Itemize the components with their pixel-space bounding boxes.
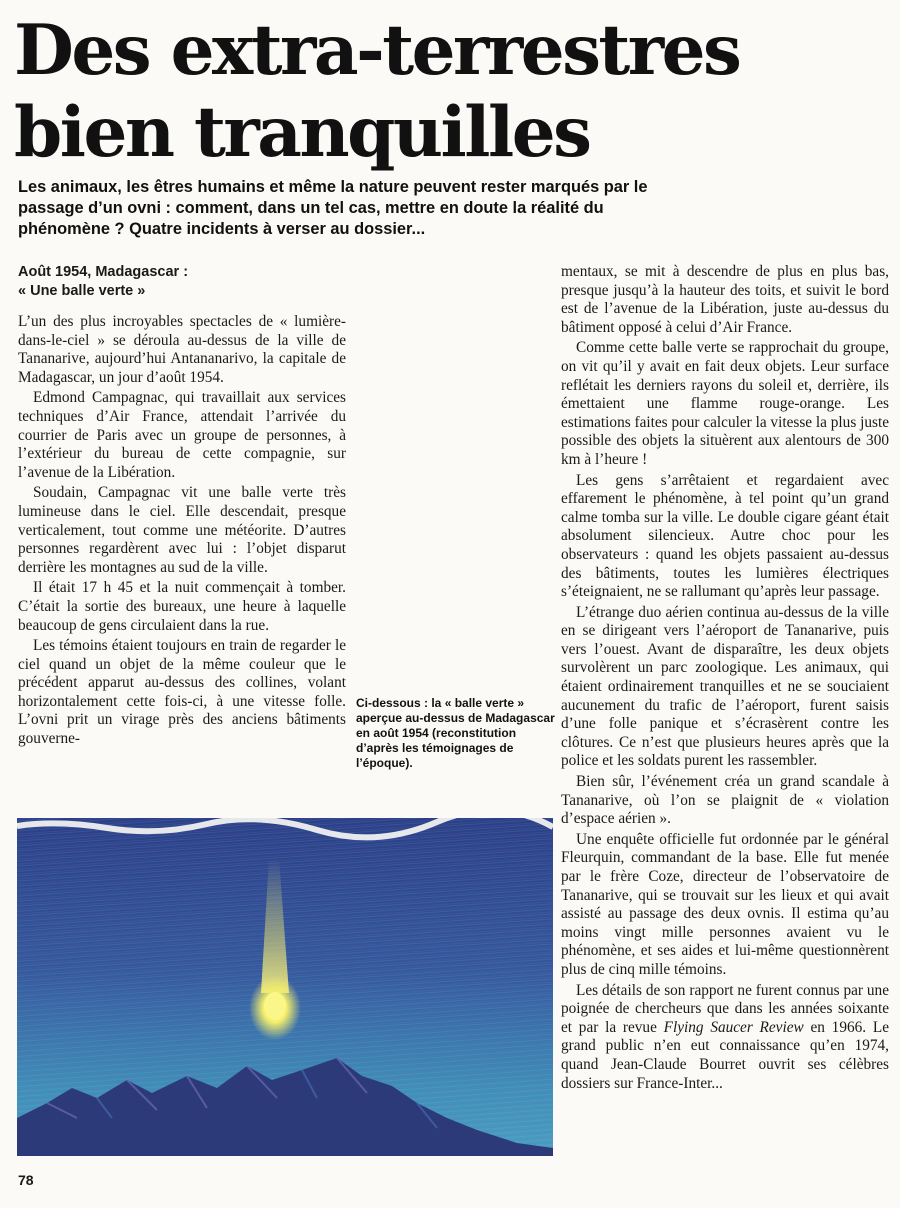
paragraph: Soudain, Campagnac vit une balle verte très lumineuse dans le ciel. Elle descendait, presque verticalement, tout comme une météorite. D’autres personnes regardèrent avec lui : l’objet disparut derrière les montagnes au sud de la ville. (18, 484, 346, 576)
illustration-green-ball (17, 818, 553, 1156)
left-column (18, 263, 346, 751)
paragraph: Edmond Campagnac, qui travaillait aux services techniques d’Air France, attendait l’arrivée du courrier de Paris avec un groupe de personnes, à l’extérieur du bureau de cette compagnie, sur l’avenue de la Libération. (18, 389, 346, 481)
text: Les détails de son rapport ne furent connus par une poignée de chercheurs que dans les années soixante et par la revue (561, 981, 889, 1036)
green-ball (264, 992, 286, 1020)
paragraph-continuation: mentaux, se mit à descendre de plus en plus bas, presque jusqu’à la hauteur des toits, et suivit le bord est de l’avenue de la Libération, juste au-dessus du bâtiment opposé à celui d’Air France. (561, 263, 889, 336)
paragraph-last (561, 982, 889, 1094)
headline-line-1: Des extra-terrestres (14, 10, 740, 91)
headline (14, 10, 894, 174)
paragraph: L’un des plus incroyables spectacles de « lumière-dans-le-ciel » se déroula au-dessus de la ville de Tananarive, aujourd’hui Antananarivo, la capitale de Madagascar, un jour d’août 1954. (18, 313, 346, 386)
paragraph: Comme cette balle verte se rapprochait du groupe, on vit qu’il y avait en fait deux objets. Leur surface reflétait les derniers rayons du soleil et, derrière, ils émettaient une flamme rouge-orange. Les estimations faites pour calculer la vitesse la plus juste possible des objets la situèrent aux alentours de 300 km à l’heure ! (561, 339, 889, 468)
paragraph: L’étrange duo aérien continua au-dessus de la ville en se dirigeant vers l’aéroport de Tananarive, puis vers l’ouest. Avant de disparaître, les deux objets survolèrent un parc zoologique. Les animaux, qui étaient ordinairement tranquilles et ne se souciaient aucunement du trafic de l’aéroport, furent saisis d’une folle panique et s’écrasèrent contre les clôtures. Ce n’est que plusieurs heures après que la police et les soldats purent les rassembler. (561, 603, 889, 770)
page-number: 78 (18, 1172, 34, 1188)
paragraph: Les témoins étaient toujours en train de regarder le ciel quand un objet de la même couleur que le précédent apparut au-dessus des collines, volant horizontalement cette fois-ci, à une vitesse folle. L’ovni prit un virage près des anciens bâtiments gouverne- (18, 637, 346, 748)
magazine-title: Flying Saucer Review (663, 1018, 804, 1036)
section-heading-line-1: Août 1954, Madagascar : (18, 264, 189, 280)
paragraph: Bien sûr, l’événement créa un grand scandale à Tananarive, où l’on se plaignit de « violation d’espace aérien ». (561, 773, 889, 828)
right-column (561, 263, 889, 1095)
paragraph: Une enquête officielle fut ordonnée par le général Fleurquin, commandant de la base. Elle fut menée par le frère Coze, directeur de l’observatoire de Tananarive, qui se trouvait sur les lieux et qui avait assisté au passage des deux ovnis. Il estima qu’au moins vingt mille personnes avaient vu le phénomène, et ses aides et lui-même questionnèrent plus de cinq mille témoins. (561, 830, 889, 978)
paragraph: Il était 17 h 45 et la nuit commençait à tomber. C’était la sortie des bureaux, une heure à laquelle beaucoup de gens circulaient dans la rue. (18, 579, 346, 634)
article-deck: Les animaux, les êtres humains et même la nature peuvent rester marqués par le passage d’un ovni : comment, dans un tel cas, mettre en doute la réalité du phénomène ? Quatre incidents à verser au dossier... (18, 178, 648, 238)
image-caption: Ci-dessous : la « balle verte » aperçue au-dessus de Madagascar en août 1954 (reconstitution d’après les témoignages de l’époque). (356, 696, 555, 770)
headline-line-2: bien tranquilles (14, 92, 590, 173)
section-heading (18, 263, 346, 300)
section-heading-line-2: « Une balle verte » (18, 282, 146, 299)
paragraph: Les gens s’arrêtaient et regardaient avec effarement le phénomène, à tel point qu’un grand calme tomba sur la ville. Le double cigare géant était absolument silencieux. Autre choc pour les observateurs : quand les objets passaient au-dessus des bâtiments, toutes les lumières électriques s’éteignaient, ne se rallumant qu’après leur passage. (561, 471, 889, 601)
text: en 1966. Le grand public n’en eut connaissance qu’en 1974, quand Jean-Claude Bourret ouvrit ses célèbres dossiers sur France-Inter... (561, 1018, 889, 1092)
